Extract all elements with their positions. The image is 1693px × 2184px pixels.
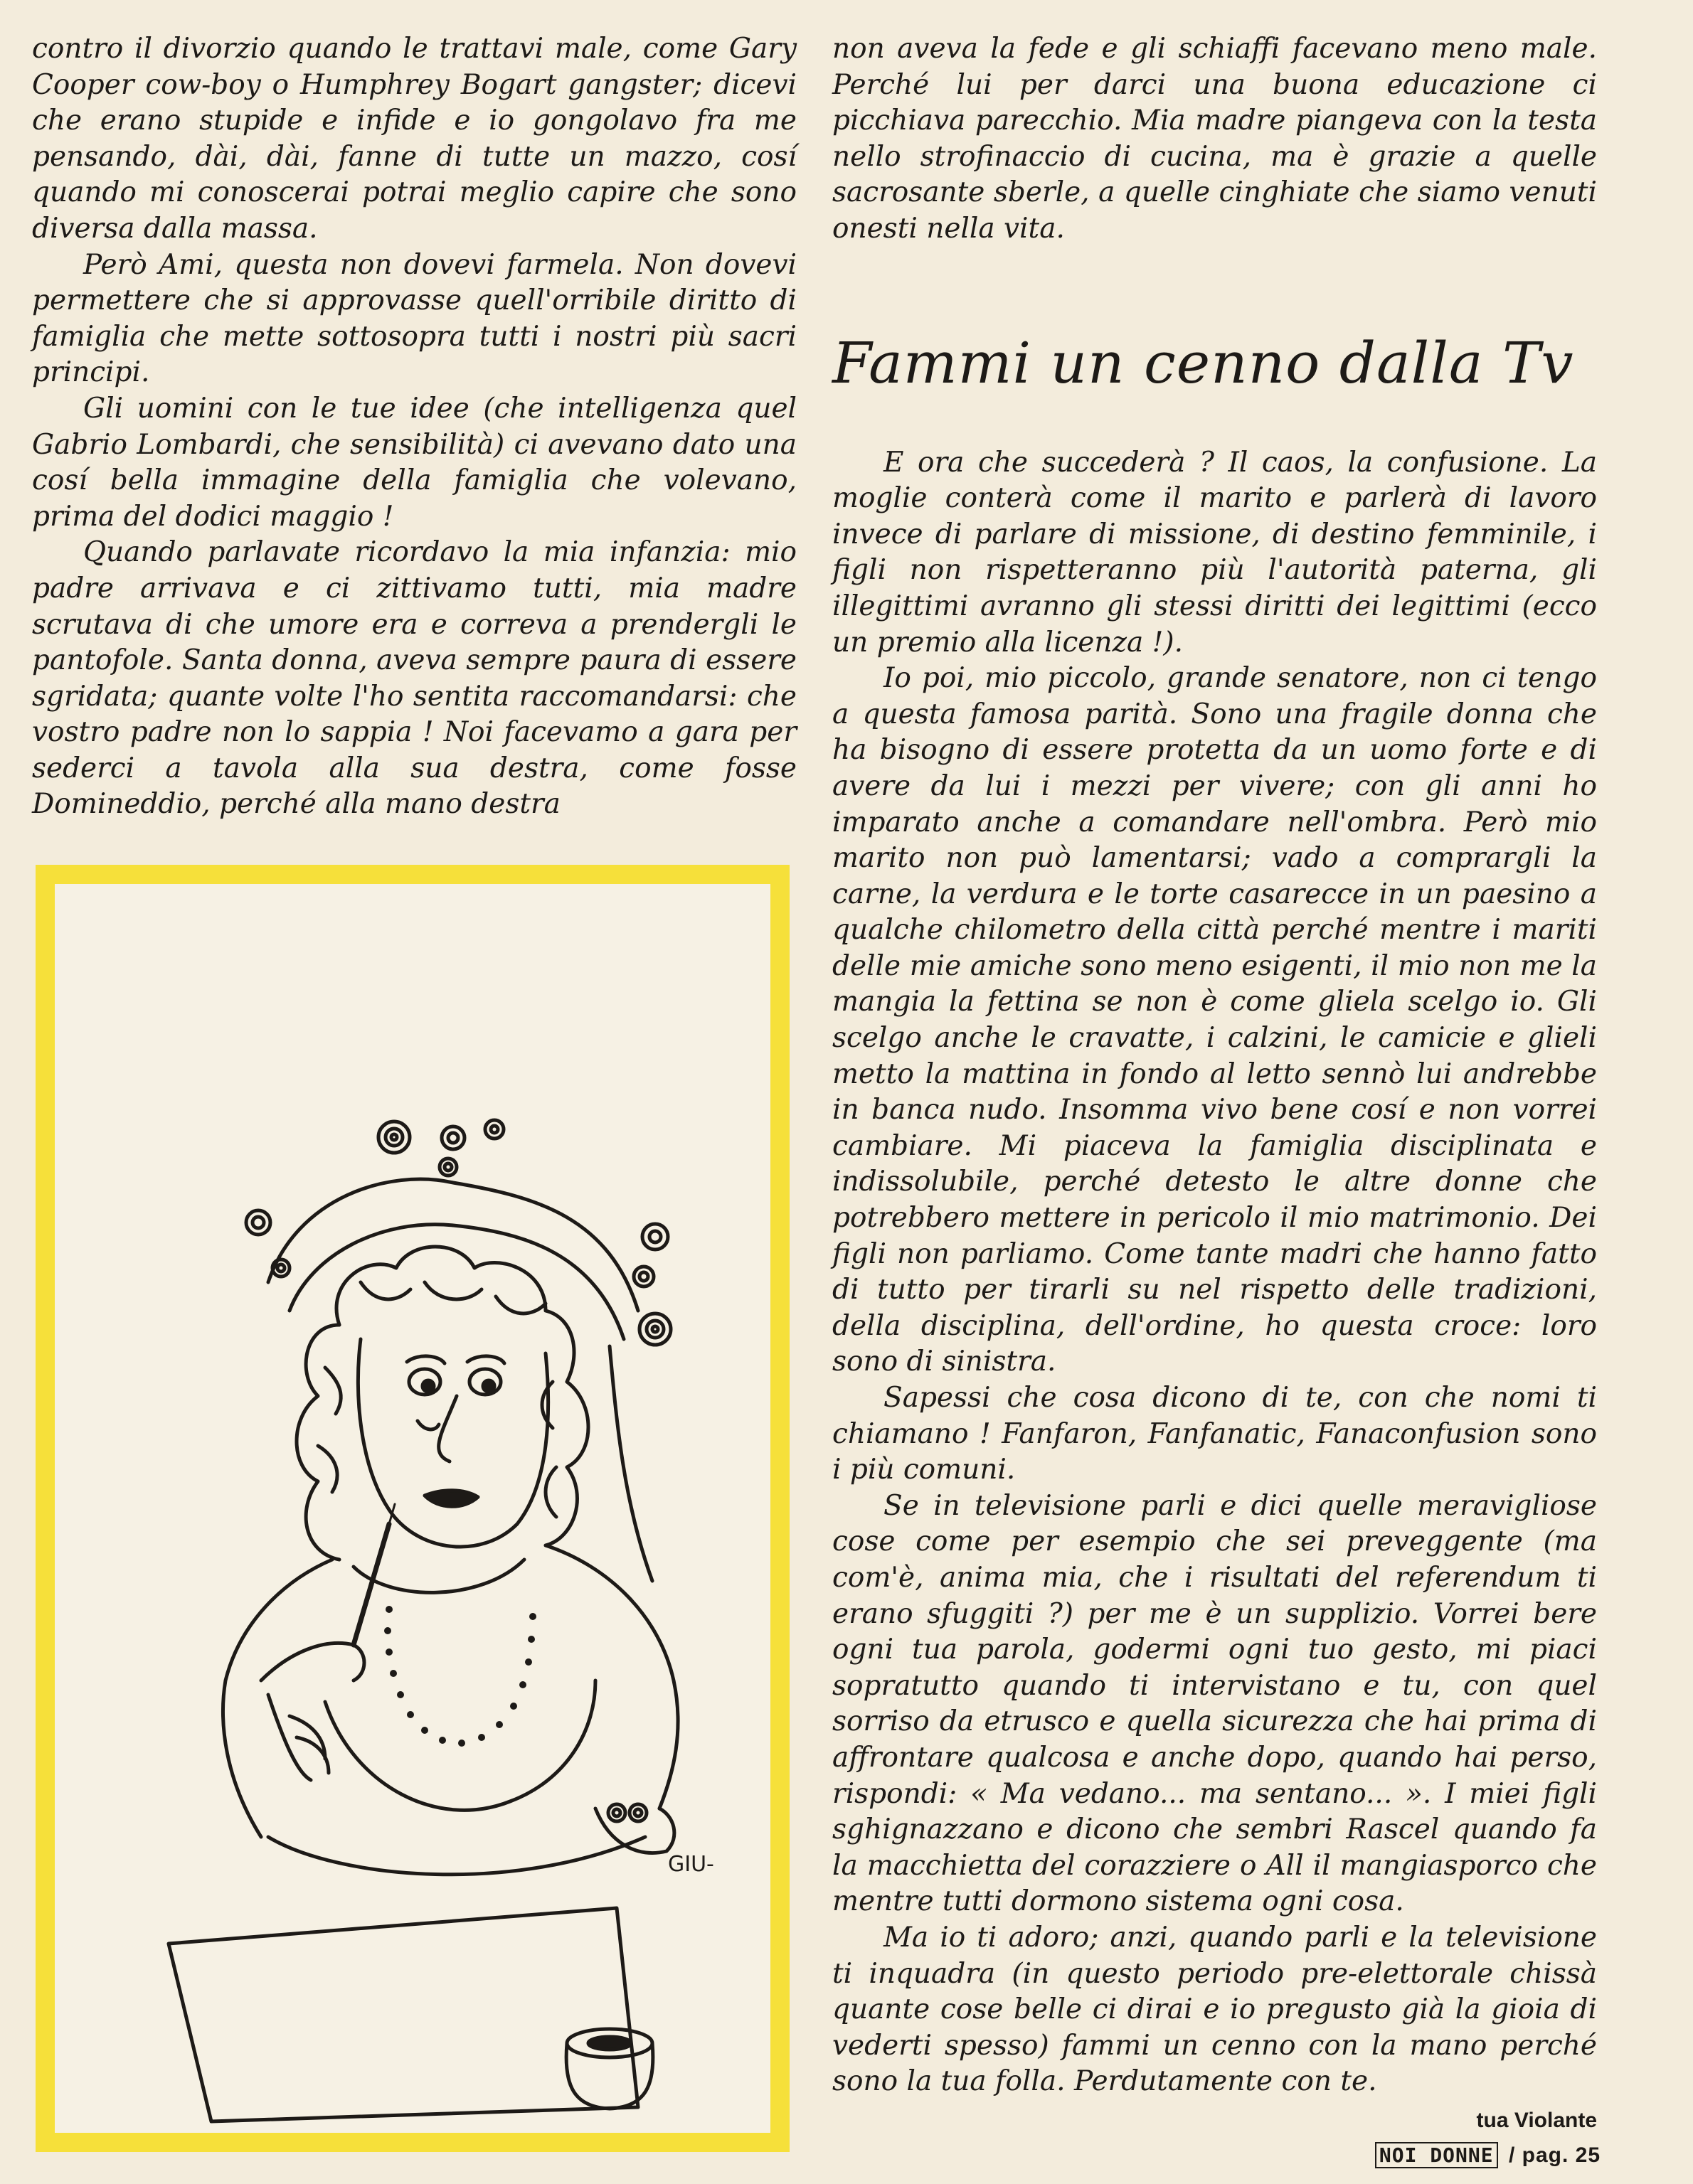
face — [358, 1339, 548, 1547]
right-paragraph-4: Se in televisione parli e dici quelle meravigliose cose come per esempio che sei preveggente (ma com'è, anima mia, che i risultati del referendum ti erano sfuggiti ?) per me è un supplizio. Vorrei bere ogni tua parola, godermi ogni tuo gesto, mi piaci sopratutto quando ti intervistano e tu, con quel sorriso da etrusco e quella sicurezza che hai prima di affrontare qualcosa e anche dopo, quando hai perso, rispondi: « Ma vedano... ma sentano... ». I miei figli sghignazzano e dicono che sembri Rascel quando fa la macchietta del corazziere o All il mangiasporco che mentre tutti dormono sistema ogni cosa. — [832, 1489, 1597, 1918]
right-paragraph-1: E ora che succederà ? Il caos, la confusione. La moglie conterà come il marito e parlerà di lavoro invece di parlare di missione, di destino femminile, i figli non rispetteranno più l'autorità paterna, gli illegittimi avranno gli stessi diritti dei legittimi (ecco un premio alla licenza !). — [832, 446, 1597, 659]
bead-necklace — [384, 1606, 536, 1747]
page-number: / pag. 25 — [1508, 2143, 1601, 2167]
right-paragraph-2: Io poi, mio piccolo, grande senatore, non ci tengo a questa famosa parità. Sono una fragile donna che ha bisogno di essere protetta da un uomo forte e di avere da lui i mezzi per vivere; con gli anni ho imparato anche a comandare nell'ombra. Però mio marito non può lamentarsi; vado a comprargli la carne, la verdura e le torte casarecce in un paesino a qualche chilometro della città perché mentre i mariti delle mie amiche sono meno esigenti, il mio non me la mangia la fettina se non è come gliela scelgo io. Gli scelgo anche le cravatte, i calzini, le camicie e glieli metto la mattina in fondo al letto sennò lui andrebbe in banca nudo. Insomma vivo bene cosí e non vorrei cambiare. Mi piaceva la famiglia disciplinata e indissolubile, perché detesto le altre donne che potrebbero mettere in pericolo il mio matrimonio. Dei figli non parliamo. Come tante madri che hanno fatto di tutto per tirarli su nel rispetto delle tradizioni, della disciplina, dell'ordine, ho questa croce: loro sono di sinistra. — [832, 662, 1597, 1378]
left-paragraph-4: Quando parlavate ricordavo la mia infanzia: mio padre arrivava e ci zittivamo tutti, mia madre scrutava di che umore era e correva a prendergli le pantofole. Santa donna, aveva sempre paura di essere sgridata; quante volte l'ho sentita raccomandarsi: che vostro padre non lo sappia ! Noi facevamo a gara per sederci a tavola alla sua destra, come fosse Domineddio, perché alla mano destra — [32, 536, 797, 821]
right-paragraph-3: Sapessi che cosa dicono di te, con che nomi ti chiamano ! Fanfaron, Fanfanatic, Fanaconfusion sono i più comuni. — [832, 1382, 1597, 1486]
author-signature: tua Violante — [1476, 2108, 1597, 2132]
left-column — [32, 31, 797, 823]
paper-sheet — [169, 1908, 638, 2121]
page-footer — [1375, 2143, 1601, 2168]
right-paragraph-5: Ma io ti adoro; anzi, quando parli e la televisione ti inquadra (in questo periodo pre-elettorale chissà quante cose belle ci dirai e io pregusto già la gioia di vederti spesso) fammi un cenno con la mano perché sono la tua folla. Perdutamente con te. — [832, 1921, 1597, 2098]
right-column — [832, 31, 1597, 2138]
magazine-logo: NOI DONNE — [1375, 2142, 1498, 2168]
right-intro-paragraph: non aveva la fede e gli schiaffi facevano meno male. Perché lui per darci una buona educazione ci picchiava parecchio. Mia madre piangeva con la testa nello strofinaccio di cucina, ma è grazie a quelle sacrosante sberle, a quelle cinghiate che siamo venuti onesti nella vita. — [832, 33, 1597, 245]
arm-with-pen — [261, 1504, 395, 1780]
ink-pot — [566, 2029, 653, 2109]
article-heading: Fammi un cenno dalla Tv — [832, 329, 1574, 396]
cartoon-illustration — [36, 865, 790, 2152]
body — [223, 1545, 679, 1875]
hand-with-ring — [595, 1804, 674, 1853]
swirl-ornaments — [246, 1120, 671, 1345]
left-paragraph-2: Però Ami, questa non dovevi farmela. Non dovevi permettere che si approvasse quell'orribile diritto di famiglia che mette sottosopra tutti i nostri più sacri principi. — [32, 248, 797, 389]
curly-hair — [297, 1247, 588, 1560]
woman-writing-cartoon — [55, 884, 770, 2133]
chair-back — [268, 1179, 638, 1311]
left-paragraph-1: contro il divorzio quando le trattavi male, come Gary Cooper cow-boy o Humphrey Bogart gangster; dicevi che erano stupide e infide e io gongolavo fra me pensando, dài, dài, fanne di tutte un mazzo, cosí quando mi conoscerai potrai meglio capire che sono diversa dalla massa. — [32, 33, 797, 245]
left-paragraph-3: Gli uomini con le tue idee (che intelligenza quel Gabrio Lombardi, che sensibilità) ci avevano dato una cosí bella immagine della famiglia che volevano, prima del dodici maggio ! — [32, 392, 797, 533]
artist-signature: GIU- — [668, 1852, 714, 1877]
